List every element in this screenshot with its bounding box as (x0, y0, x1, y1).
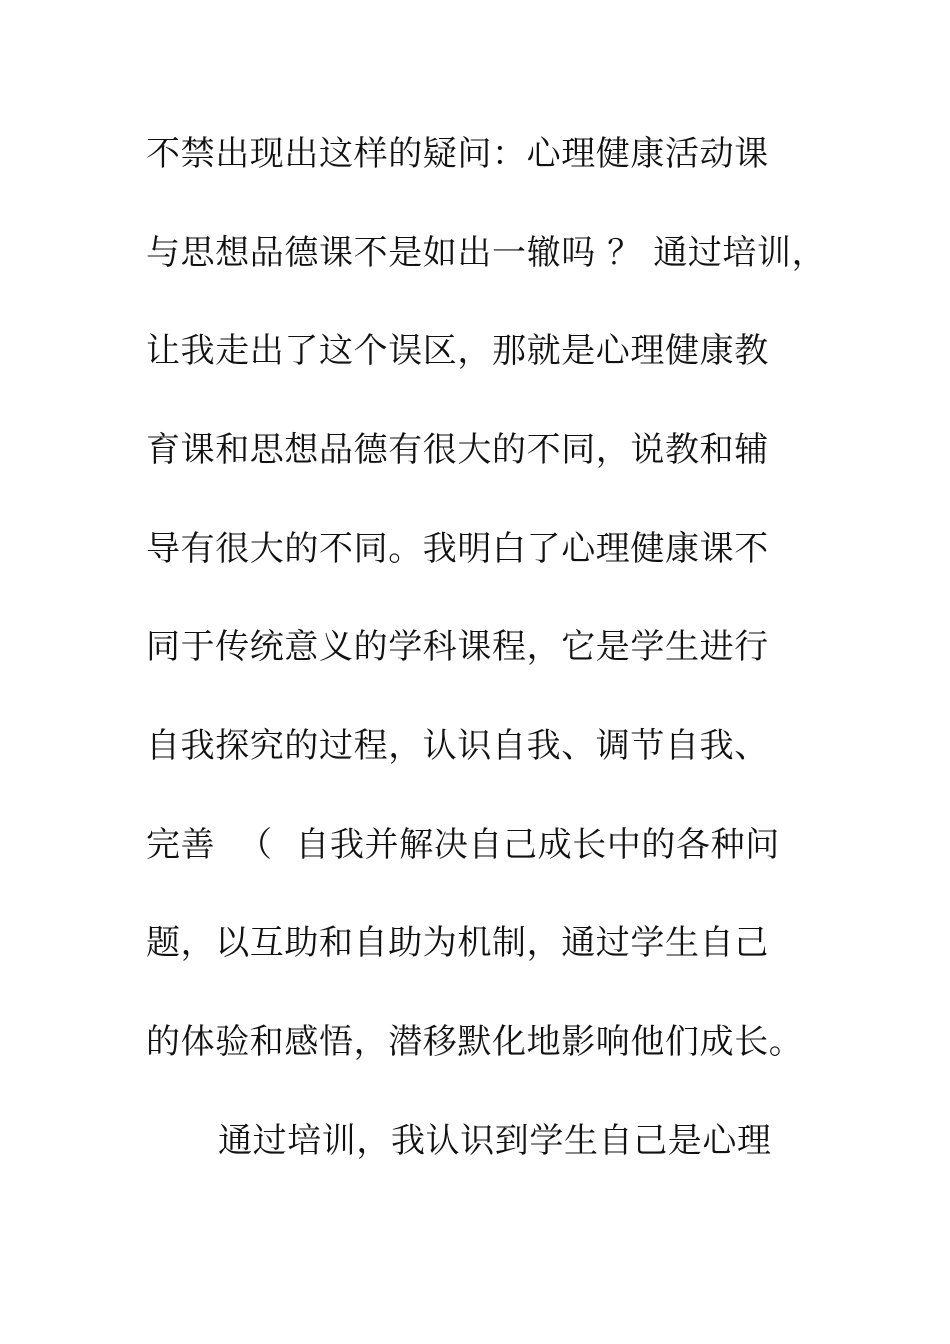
paragraph-line-2: 与思想品德课不是如出一辙吗 ？ 通过培训， (146, 233, 827, 273)
paragraph-line-11: 通过培训，我认识到学生自己是心理 (218, 1121, 772, 1161)
paragraph-line-1: 不禁出现出这样的疑问：心理健康活动课 (146, 134, 769, 174)
paragraph-line-5: 导有很大的不同。我明白了心理健康课不 (146, 529, 769, 569)
paragraph-line-4: 育课和思想品德有很大的不同，说教和辅 (146, 430, 769, 470)
paragraph-line-7: 自我探究的过程，认识自我、调节自我、 (146, 726, 769, 766)
paragraph-line-8: 完善 （ 自我并解决自己成长中的各种问 (146, 825, 780, 865)
paragraph-line-6: 同于传统意义的学科课程，它是学生进行 (146, 627, 769, 667)
paragraph-line-9: 题，以互助和自助为机制，通过学生自己 (146, 923, 769, 963)
paragraph-line-10: 的体验和感悟，潜移默化地影响他们成长。 (146, 1022, 804, 1062)
paragraph-line-3: 让我走出了这个误区，那就是心理健康教 (146, 331, 769, 371)
